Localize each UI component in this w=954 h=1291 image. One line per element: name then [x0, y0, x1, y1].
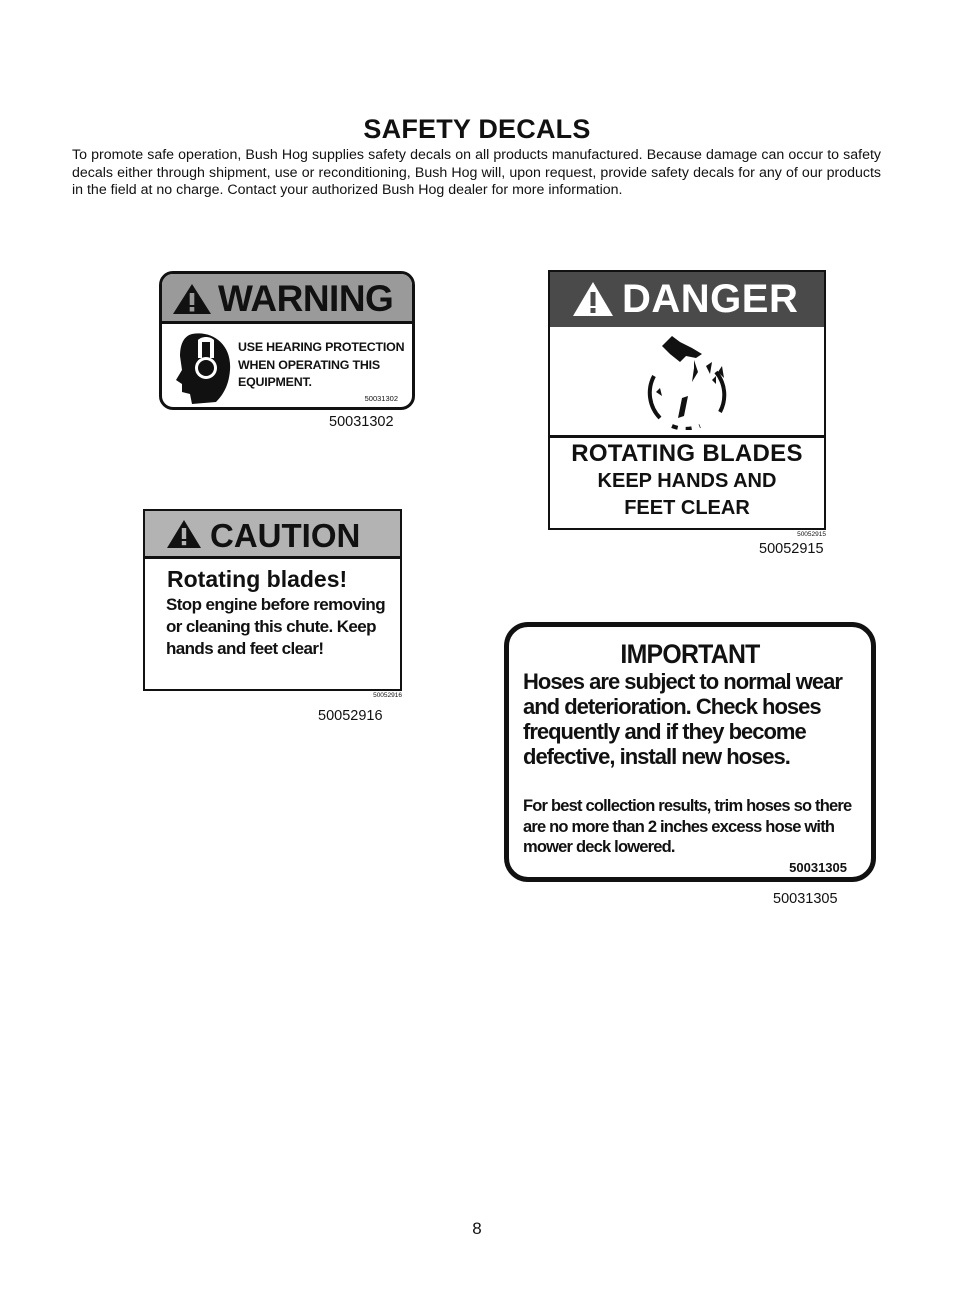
warning-triangle-icon [572, 281, 614, 317]
page-title: SAFETY DECALS [363, 114, 591, 144]
rotating-blade-hand-icon [636, 332, 740, 430]
caution-title: Rotating blades! [167, 566, 348, 592]
danger-title: ROTATING BLADES [571, 440, 803, 467]
danger-decal [548, 270, 826, 538]
important-header-text: IMPORTANT [620, 639, 760, 669]
caution-header-text: CAUTION [210, 517, 361, 554]
hearing-protection-icon [172, 332, 234, 406]
warning-decal [159, 271, 415, 410]
danger-subtitle-line2: FEET CLEAR [624, 497, 750, 519]
warning-body-text: USE HEARING PROTECTION WHEN OPERATING THIS EQUIPMENT. [238, 340, 405, 389]
decal-divider [550, 435, 824, 438]
page-number: 8 [472, 1219, 482, 1238]
decal-small-number: 50031302 [364, 394, 398, 403]
important-note-text: For best collection results, trim hoses so there are no more than 2 inches excess hose with mower deck lowered. [523, 797, 852, 856]
decal-small-number: 50052916 [373, 692, 402, 699]
decal-small-number: 50031305 [789, 860, 847, 875]
warning-triangle-icon [172, 283, 212, 315]
caution-decal [143, 509, 402, 699]
part-number-important: 50031305 [773, 891, 838, 907]
part-number-danger: 50052915 [759, 541, 824, 557]
part-number-caution: 50052916 [318, 708, 383, 724]
warning-header-text: WARNING [218, 278, 394, 319]
warning-header [162, 274, 412, 324]
caution-header [145, 511, 400, 559]
danger-header [550, 272, 824, 327]
danger-header-text: DANGER [622, 277, 799, 321]
important-body-text: Hoses are subject to normal wear and deterioration. Check hoses frequently and if they become defective, install new hoses. [523, 669, 842, 769]
warning-triangle-icon [166, 519, 202, 549]
part-number-warning: 50031302 [329, 414, 394, 430]
danger-subtitle-line1: KEEP HANDS AND [597, 470, 777, 492]
decal-small-number: 50052915 [797, 531, 826, 538]
important-decal [504, 622, 876, 882]
caution-body-text: Stop engine before removing or cleaning this chute. Keep hands and feet clear! [166, 595, 385, 658]
intro-paragraph: To promote safe operation, Bush Hog supplies safety decals on all products manufactured. Because damage can occur to safety decals either through shipment, use or reconditioning, Bush Hog will, upon request, provide safety decals for any of our products in the field at no charge. Contact your authorized Bush Hog dealer for more information. [72, 147, 881, 198]
